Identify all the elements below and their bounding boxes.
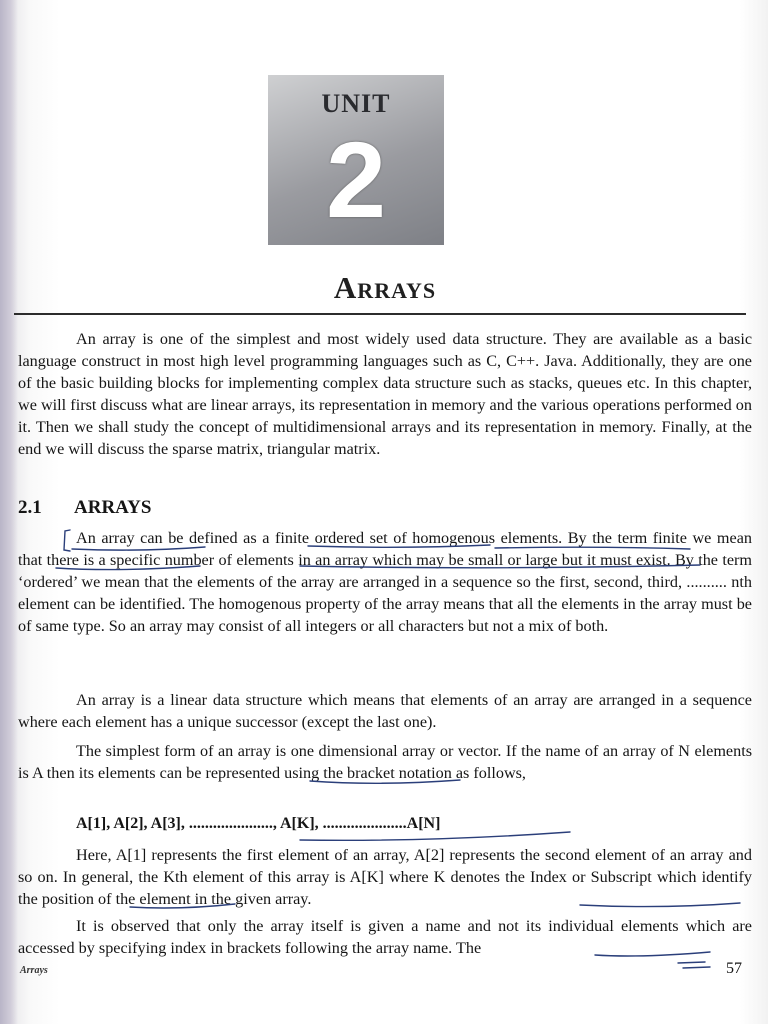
one-dimensional-paragraph: The simplest form of an array is one dimensional array or vector. If the name of an array of N elements is A then its elements can be represented using the bracket notation as follows, <box>18 742 752 782</box>
page-number: 57 <box>726 960 742 977</box>
index-paragraph: Here, A[1] represents the first element of an array, A[2] represents the second element of an array and so on. In general, the Kth element of this array is A[K] where K denotes the Index or Subscript which identify the position of the element in the given array. <box>18 846 752 908</box>
running-title: Arrays <box>20 965 48 976</box>
definition-paragraph: An array can be defined as a finite ordered set of homogenous elements. By the term finite we mean that there is a specific number of elements in an array which may be small or large but it must exist. By the term ‘ordered’ we mean that the elements of the array are arranged in a sequence so the first, second, third, .......... nth element can be identified. The homogenous property of the array means that all the elements in the array must be of same type. So an array may consist of all integers or all characters but not a mix of both. <box>18 529 752 635</box>
unit-number: 2 <box>325 119 387 240</box>
unit-label: UNIT <box>321 89 391 118</box>
naming-paragraph: It is observed that only the array itself is given a name and not its individual elements which are accessed by specifying index in brackets following the array name. The <box>18 917 752 957</box>
intro-paragraph: An array is one of the simplest and most widely used data structure. They are available as a basic language construct in most high level programming languages such as C, C++. Java. Additionally, they are one of the basic building blocks for implementing complex data structure such as stacks, queues etc. In this chapter, we will first discuss what are linear arrays, its representation in memory and the various operations performed on it. Then we shall study the concept of multidimensional arrays and its representation in memory. Finally, at the end we will discuss the sparse matrix, triangular matrix. <box>18 330 752 458</box>
underline-formula <box>300 832 570 840</box>
book-spine-shadow <box>0 0 18 1024</box>
chapter-title: Arrays <box>333 270 437 305</box>
margin-dash-2 <box>683 967 710 968</box>
section-number: 2.1 <box>18 497 42 518</box>
title-rule <box>14 313 746 315</box>
section-heading <box>18 497 151 519</box>
margin-dash <box>678 962 705 963</box>
unit-badge <box>268 75 444 245</box>
linear-structure-paragraph: An array is a linear data structure which means that elements of an array are arranged in a sequence where each element has a unique successor (except the last one). <box>18 691 752 731</box>
bracket-notation-formula: A[1], A[2], A[3], ....................., A[K], .....................A[N] <box>76 815 441 832</box>
section-title: ARRAYS <box>74 497 152 518</box>
